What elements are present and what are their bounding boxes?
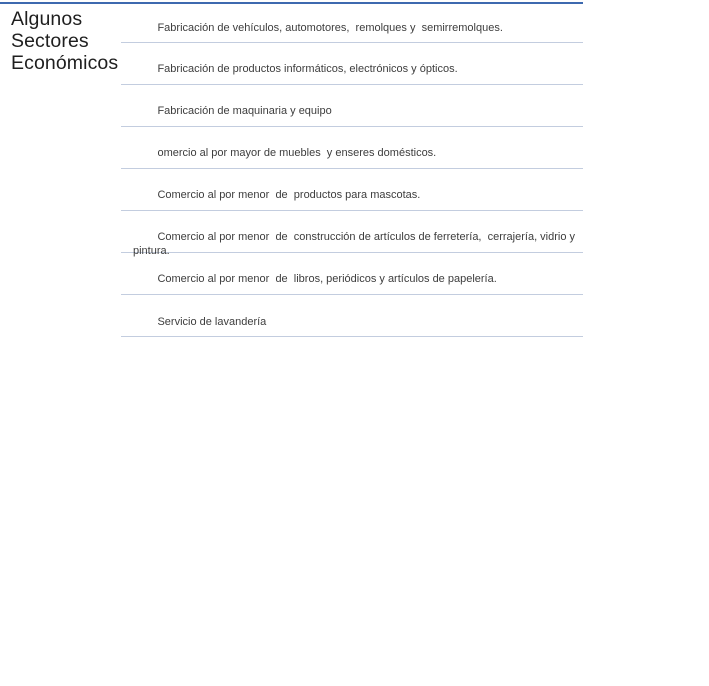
row-text: omercio al por mayor de muebles y enseres domésticos.: [157, 147, 437, 160]
sectors-table: [121, 4, 583, 337]
table-row: [121, 253, 583, 295]
table-row: [121, 85, 583, 127]
row-text: Comercio al por menor de libros, periódicos y artículos de papelería.: [157, 273, 497, 286]
row-text: Fabricación de productos informáticos, electrónicos y ópticos.: [157, 63, 458, 75]
page-title: Algunos Sectores Económicos: [11, 8, 119, 74]
row-text: Comercio al por menor de productos para mascotas.: [157, 189, 421, 202]
row-text: Fabricación de maquinaria y equipo: [157, 105, 332, 118]
table-row: [121, 127, 583, 169]
row-text: Servicio de lavandería: [157, 315, 267, 328]
table-row: [121, 169, 583, 211]
table-row: [121, 295, 583, 337]
row-text: Comercio al por menor de construcción de artículos de ferretería, cerrajería, vidrio y pintura.: [133, 231, 579, 257]
table-row: [121, 43, 583, 85]
row-text: Fabricación de vehículos, automotores, remolques y semirremolques.: [157, 21, 503, 34]
table-row: [121, 4, 583, 43]
table-row: [121, 211, 583, 257]
content-layout: [0, 4, 583, 337]
